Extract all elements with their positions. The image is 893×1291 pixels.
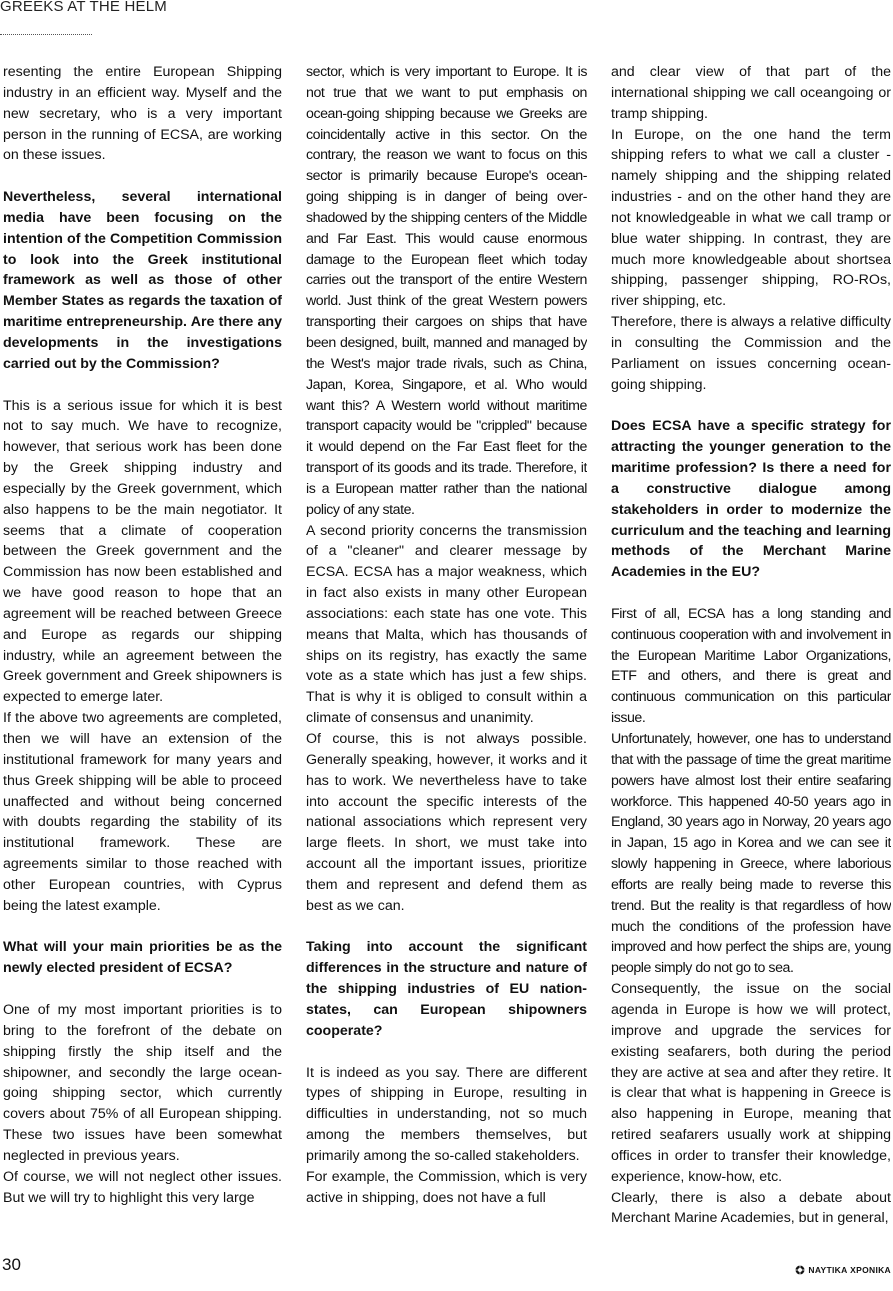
paragraph: A second priority concerns the transmission of a "cleaner" and clearer message by ECSA. ECSA has a major weakness, which in fact also exists in many other European associations: each state has one vote. This means that Malta, which has thousands of ships on its registry, has exactly the same vote as a state which has just a few ships. That is why it is obliged to consult within a climate of consensus and unanimity. [306, 522, 587, 727]
page-footer [0, 1251, 893, 1291]
paragraph: resenting the entire European Shipping industry in an efficient way. Myself and the new secretary, who is a very important person in the running of ECSA, are working on these issues. [3, 64, 282, 164]
paragraph: Therefore, there is always a relative difficulty in consulting the Commission and the Parliament on issues concerning ocean-going shipping. [611, 314, 891, 393]
page-number: 30 [2, 1255, 21, 1274]
masthead-label: ΝΑΥΤΙΚΑ ΧΡΟΝΙΚΑ [808, 1265, 891, 1275]
paragraph: In Europe, on the one hand the term shipping refers to what we call a cluster - namely shipping and the shipping related industries - and on the other hand they are not knowledgeable in what we call tramp or blue water shipping. In contrast, they are much more knowledgeable about shortsea shipping, passenger shipping, RO-ROs, river shipping, etc. [611, 126, 891, 310]
interview-question: Nevertheless, several international media have been focusing on the intention of the Competition Commission to look into the Greek institutional framework as well as those of other Member States as regards the taxation of maritime entrepreneurship. Are there any developments in the investigations carried out by the Commission? [3, 189, 282, 372]
page-header [0, 0, 893, 40]
article-column-1 [3, 62, 282, 1233]
paragraph: and clear view of that part of the international shipping we call oceangoing or tramp shipping. [611, 64, 891, 122]
paragraph: Clearly, there is also a debate about Merchant Marine Academies, but in general, [611, 1189, 891, 1227]
paragraph: sector, which is very important to Europe. It is not true that we want to put emphasis on ocean-going shipping because we Greeks are coincidentally active in this sector. On the contrary, the reason we want to focus on this sector is primarily because Europe's ocean-going shipping is in danger of being over-shadowed by the shipping centers of the Middle and Far East. This would cause enormous damage to the European fleet which today carries out the transport of the entire Western world. Just think of the great Western powers transporting their cargoes on ships that have been designed, built, manned and managed by the West's major trade rivals, such as China, Japan, Korea, Singapore, et al. Who would want this? A Western world without maritime transport capacity would be "crippled" because it would depend on the Far East fleet for the transport of its goods and its trade. Therefore, it is a European matter rather than the national policy of any state. [306, 64, 587, 518]
paragraph: Consequently, the issue on the social agenda in Europe is how we will protect, improve and upgrade the services for existing seafarers, both during the period they are active at sea and after they retire. It is clear that what is happening in Greece is also happening in Europe, meaning that retired seafarers usually work at shipping offices in order to transfer their knowledge, experience, know-how, etc. [611, 981, 891, 1185]
paragraph: Of course, this is not always possible. Generally speaking, however, it works and it has to work. We nevertheless have to take into account the specific interests of the national associations which represent very large fleets. In short, we must take into account all the important issues, prioritize them and represent and defend them as best as we can. [306, 731, 587, 914]
article-column-3 [611, 62, 891, 1233]
dotted-rule [0, 34, 92, 35]
paragraph: For example, the Commission, which is very active in shipping, does not have a full [306, 1168, 587, 1206]
interview-question: What will your main priorities be as the newly elected president of ECSA? [3, 939, 282, 977]
interview-question: Taking into account the significant differences in the structure and nature of the shipping industries of EU nation- states, can European shipowners cooperate? [306, 939, 587, 1039]
paragraph: This is a serious issue for which it is best not to say much. We have to recognize, however, that serious work has been done by the Greek shipping industry and especially by the Greek government, which also happens to be the main negotiator. It seems that a climate of cooperation between the Greek government and the Commission has now been established and we have good reason to hope that an agreement will be reached between Greece and Europe as regards our shipping industry, while an agreement between the Greek government and Greek shipowners is expected to emerge later. [3, 397, 282, 706]
paragraph: First of all, ECSA has a long standing and continuous cooperation with and involvement in the European Maritime Labor Organizations, ETF and others, and there is great and continuous communication on this particular issue. [611, 605, 891, 727]
paragraph: Unfortunately, however, one has to understand that with the passage of time the great maritime powers have almost lost their entire seafaring workforce. This happened 40-50 years ago in England, 30 years ago in Norway, 20 years ago in Japan, 15 ago in Korea and we can see it slowly happening in Greece, where laborious efforts are really being made to reverse this trend. But the reality is that regardless of how much the conditions of the profession have improved and how perfect the ships are, young people simply do not go to sea. [611, 731, 891, 977]
paragraph: If the above two agreements are completed, then we will have an extension of the institutional framework for many years and thus Greek shipping will be able to proceed unaffected and without being concerned with doubts regarding the stability of its institutional framework. These are agreements similar to those reached with other European countries, with Cyprus being the latest example. [3, 710, 282, 914]
interview-question: Does ECSA have a specific strategy for attracting the younger generation to the maritime profession? Is there a need for a constructive dialogue among stakeholders in order to modernize the curriculum and the teaching and learning methods of the Merchant Marine Academies in the EU? [611, 418, 891, 581]
paragraph: Of course, we will not neglect other issues. But we will try to highlight this very large [3, 1168, 282, 1206]
ship-wheel-icon [795, 1265, 805, 1275]
paragraph: It is indeed as you say. There are different types of shipping in Europe, resulting in difficulties in understanding, not so much among the members themselves, but primarily among the so-called stakeholders. [306, 1064, 587, 1164]
section-title: GREEKS AT THE HELM [0, 0, 167, 15]
article-column-2 [306, 62, 587, 1233]
paragraph: One of my most important priorities is to bring to the forefront of the debate on shipping firstly the ship itself and the shipowner, and secondly the large ocean-going shipping sector, which currently covers about 75% of all European shipping. These two issues have been somewhat neglected in previous years. [3, 1001, 282, 1164]
publication-masthead [795, 1265, 891, 1275]
